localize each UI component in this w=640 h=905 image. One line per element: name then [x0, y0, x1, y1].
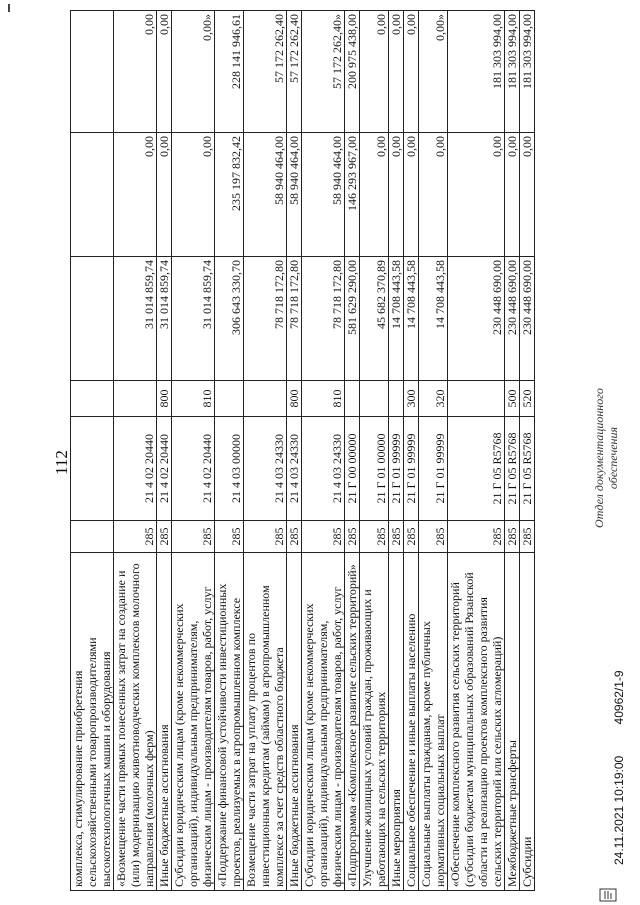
department-stamp — [592, 363, 620, 553]
cell-name: Возмещение части затрат на уплату процентов по инвестиционным кредитам (займам) в агропромышленном комплексе за счет средств областного бюджета — [244, 553, 287, 891]
table-row — [448, 11, 505, 891]
cell-name: Иные мероприятия — [389, 553, 404, 891]
cell-s3: 57 172 262,40» — [302, 11, 345, 133]
table-row — [404, 11, 419, 891]
cell-s2: 58 940 464,00 — [302, 133, 345, 257]
cell-s1: 31 014 859,74 — [157, 257, 172, 381]
cell-vr: 500 — [505, 381, 520, 417]
cell-cs: 21 Г 01 99999 — [389, 417, 404, 521]
cell-vr: 320 — [419, 381, 448, 417]
cell-s3: 57 172 262,40 — [244, 11, 287, 133]
cell-name: Иные бюджетные ассигнования — [287, 553, 302, 891]
table-row — [389, 11, 404, 891]
cell-name: Социальное обеспечение и иные выплаты населению — [404, 553, 419, 891]
cell-grbs: 285 — [448, 521, 505, 553]
cell-name: Межбюджетные трансферты — [505, 553, 520, 891]
cell-vr — [389, 381, 404, 417]
cell-s1: 78 718 172,80 — [244, 257, 287, 381]
cell-vr — [244, 381, 287, 417]
cell-s3: 0,00 — [389, 11, 404, 133]
cell-cs: 21 4 03 24330 — [287, 417, 302, 521]
cell-name: «Поддержание финансовой устойчивости инвестиционных проектов, реализуемых в агропромышленном комплексе — [215, 553, 244, 891]
cell-s3: 181 303 994,00 — [505, 11, 520, 133]
cell-vr — [215, 381, 244, 417]
cell-s1: 78 718 172,80 — [302, 257, 345, 381]
cell-grbs: 285 — [345, 521, 360, 553]
cell-s1: 306 643 330,70 — [215, 257, 244, 381]
cell-vr — [71, 381, 114, 417]
cell-s2: 0,00 — [360, 133, 389, 257]
cell-s2: 0,00 — [389, 133, 404, 257]
cell-cs: 21 Г 01 99999 — [404, 417, 419, 521]
table-row — [505, 11, 520, 891]
cell-vr: 800 — [287, 381, 302, 417]
cell-name: «Возмещение части прямых понесенных затрат на создание и (или) модернизацию животноводческих комплексов молочного направления (молочных ферм) — [114, 553, 157, 891]
cell-s2: 0,00 — [520, 133, 535, 257]
footer — [612, 642, 626, 865]
cell-s1: 31 014 859,74 — [114, 257, 157, 381]
cell-vr: 800 — [157, 381, 172, 417]
cell-cs: 21 4 03 24330 — [244, 417, 287, 521]
cell-grbs: 285 — [114, 521, 157, 553]
cell-grbs: 285 — [520, 521, 535, 553]
cell-s2: 0,00 — [157, 133, 172, 257]
cell-s1: 78 718 172,80 — [287, 257, 302, 381]
corner-mark — [8, 4, 10, 12]
cell-vr — [114, 381, 157, 417]
table-row — [215, 11, 244, 891]
cell-cs: 21 Г 01 00000 — [360, 417, 389, 521]
cell-s2: 58 940 464,00 — [287, 133, 302, 257]
cell-cs: 21 4 02 20440 — [114, 417, 157, 521]
cell-grbs: 285 — [157, 521, 172, 553]
cell-s1: 230 448 690,00 — [520, 257, 535, 381]
cell-s2: 0,00 — [404, 133, 419, 257]
cell-name: Субсидии — [520, 553, 535, 891]
cell-grbs: 285 — [404, 521, 419, 553]
table-row — [244, 11, 287, 891]
cell-name: Иные бюджетные ассигнования — [157, 553, 172, 891]
cell-vr — [360, 381, 389, 417]
cell-s3: 0,00» — [172, 11, 215, 133]
cell-s3: 57 172 262,40 — [287, 11, 302, 133]
cell-s3: 181 303 994,00 — [520, 11, 535, 133]
cell-name: Улучшение жилищных условий граждан, проживающих и работающих на сельских территориях — [360, 553, 389, 891]
cell-grbs: 285 — [419, 521, 448, 553]
cell-s3: 0,00 — [404, 11, 419, 133]
stamp-line: обеспечения — [606, 426, 620, 490]
cell-grbs: 285 — [389, 521, 404, 553]
cell-vr: 300 — [404, 381, 419, 417]
table-row — [419, 11, 448, 891]
cell-grbs: 285 — [172, 521, 215, 553]
cell-name: «Обеспечение комплексного развития сельских территорий (субсидии бюджетам муниципальных образований Рязанской области на реализацию проектов комплексного развития сельских территорий или сельских агломераций) — [448, 553, 505, 891]
cell-grbs: 285 — [360, 521, 389, 553]
cell-s1: 45 682 370,89 — [360, 257, 389, 381]
cell-cs: 21 4 02 20440 — [172, 417, 215, 521]
cell-grbs: 285 — [244, 521, 287, 553]
cell-s3: 0,00» — [419, 11, 448, 133]
document-icon — [598, 887, 618, 903]
cell-name: комплекса, стимулирование приобретения сельскохозяйственными товаропроизводителями высокотехнологичных машин и оборудования — [71, 553, 114, 891]
cell-cs: 21 4 03 24330 — [302, 417, 345, 521]
cell-name: Субсидии юридическим лицам (кроме некоммерческих организаций), индивидуальным предпринимателям, физическим лицам - производителям товаров, работ, услуг — [172, 553, 215, 891]
cell-s3 — [71, 11, 114, 133]
budget-table — [70, 10, 535, 891]
table-row — [287, 11, 302, 891]
cell-s2 — [71, 133, 114, 257]
cell-s3: 0,00 — [360, 11, 389, 133]
cell-grbs: 285 — [287, 521, 302, 553]
cell-s3: 200 975 438,00 — [345, 11, 360, 133]
cell-s3: 228 141 946,61 — [215, 11, 244, 133]
stamp-line: Отдел документационного — [592, 388, 606, 528]
cell-s1 — [71, 257, 114, 381]
cell-s2: 235 197 832,42 — [215, 133, 244, 257]
cell-s1: 581 629 290,00 — [345, 257, 360, 381]
page-number: 112 — [52, 450, 71, 475]
cell-grbs: 285 — [505, 521, 520, 553]
cell-vr: 810 — [302, 381, 345, 417]
footer-doc-number: 40962/1-9 — [612, 670, 626, 725]
cell-vr: 810 — [172, 381, 215, 417]
cell-name: Социальные выплаты гражданам, кроме публичных нормативных социальных выплат — [419, 553, 448, 891]
cell-cs: 21 Г 05 R5768 — [505, 417, 520, 521]
cell-grbs: 285 — [215, 521, 244, 553]
cell-cs: 21 Г 01 99999 — [419, 417, 448, 521]
footer-datetime: 24.11.2021 10:19:00 — [612, 755, 626, 865]
cell-s1: 14 708 443,58 — [419, 257, 448, 381]
cell-s1: 14 708 443,58 — [404, 257, 419, 381]
table-body — [71, 11, 535, 891]
table-row — [302, 11, 345, 891]
table-row — [520, 11, 535, 891]
cell-s3: 0,00 — [157, 11, 172, 133]
cell-name: Субсидии юридическим лицам (кроме некоммерческих организаций), индивидуальным предпринимателям, физическим лицам - производителям товаров, работ, услуг — [302, 553, 345, 891]
cell-s1: 230 448 690,00 — [448, 257, 505, 381]
cell-cs: 21 Г 00 00000 — [345, 417, 360, 521]
cell-s2: 0,00 — [172, 133, 215, 257]
table-row — [360, 11, 389, 891]
cell-s2: 0,00 — [419, 133, 448, 257]
table-row — [345, 11, 360, 891]
cell-grbs — [71, 521, 114, 553]
table-row — [172, 11, 215, 891]
cell-cs: 21 4 02 20440 — [157, 417, 172, 521]
cell-vr — [448, 381, 505, 417]
cell-cs: 21 Г 05 R5768 — [448, 417, 505, 521]
cell-vr: 520 — [520, 381, 535, 417]
table-row — [71, 11, 114, 891]
cell-s1: 31 014 859,74 — [172, 257, 215, 381]
cell-s2: 0,00 — [114, 133, 157, 257]
cell-s2: 0,00 — [448, 133, 505, 257]
cell-s3: 0,00 — [114, 11, 157, 133]
cell-cs: 21 4 03 00000 — [215, 417, 244, 521]
cell-s2: 146 293 967,00 — [345, 133, 360, 257]
cell-cs — [71, 417, 114, 521]
cell-name: «Подпрограмма «Комплексное развитие сельских территорий» — [345, 553, 360, 891]
cell-cs: 21 Г 05 R5768 — [520, 417, 535, 521]
cell-s2: 0,00 — [505, 133, 520, 257]
cell-s1: 230 448 690,00 — [505, 257, 520, 381]
table-row — [114, 11, 157, 891]
table-row — [157, 11, 172, 891]
cell-s3: 181 303 994,00 — [448, 11, 505, 133]
cell-grbs: 285 — [302, 521, 345, 553]
cell-s2: 58 940 464,00 — [244, 133, 287, 257]
cell-vr — [345, 381, 360, 417]
cell-s1: 14 708 443,58 — [389, 257, 404, 381]
